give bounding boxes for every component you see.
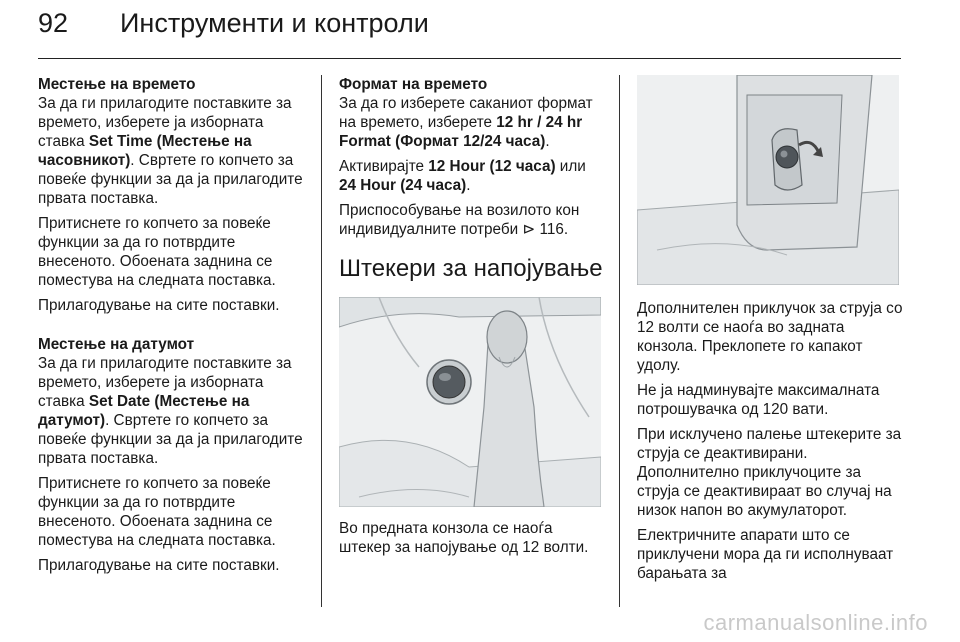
paragraph: Електричните апарати што се приклучени мора да ги исполнуваат барањата за [637, 527, 894, 582]
section-heading-power-outlets: Штекери за напојување [339, 255, 603, 282]
header-rule [38, 58, 901, 59]
front-power-outlet-illustration [339, 297, 601, 507]
menu-item-set-time: Set Time (Местење на часовникот) [38, 133, 252, 169]
paragraph: За да ги прилагодите поставките за времето, изберете ја изборната ставка Set Date (Местење на датумот). Свртете го копчето за повеќе функции за да ја прилагодите првата поставка. [38, 355, 303, 467]
rear-console-drawing [637, 75, 899, 285]
paragraph: Активирајте 12 Hour (12 часа) или 24 Hour (24 часа). [339, 158, 586, 194]
paragraph: Дополнителен приклучок за струја со 12 волти се наоѓа во задната конзола. Преклопете го капакот удолу. [637, 300, 903, 374]
paragraph: Прилагодување на сите поставки. [38, 297, 280, 314]
front-console-drawing [339, 297, 601, 507]
option-24-hour: 24 Hour (24 часа) [339, 177, 467, 194]
section-heading-set-date: Местење на датумот [38, 336, 195, 353]
paragraph: Притиснете го копчето за повеќе функции за да го потврдите внесеното. Обоената заднина се поместува на следната поставка. [38, 475, 276, 549]
column-divider-2 [619, 75, 620, 607]
paragraph: Притиснете го копчето за повеќе функции за да го потврдите внесеното. Обоената заднина се поместува на следната поставка. [38, 215, 276, 289]
section-heading-set-time: Местење на времето [38, 76, 196, 93]
paragraph: За да го изберете саканиот формат на времето, изберете 12 hr / 24 hr Format (Формат 12/24 часа). [339, 95, 593, 150]
option-12-hour: 12 Hour (12 часа) [428, 158, 556, 175]
paragraph: За да ги прилагодите поставките за времето, изберете ја изборната ставка Set Time (Местење на часовникот). Свртете го копчето за повеќе функции за да ја прилагодите првата поставка. [38, 95, 303, 207]
figure-caption: Во предната конзола се наоѓа штекер за напојување од 12 волти. [339, 520, 589, 556]
page-title: Инструменти и контроли [120, 8, 429, 38]
paragraph: При исклучено палење штекерите за струја се деактивирани. Дополнително приклучоците за струја се деактивираат во случај на низок напон во акумулаторот. [637, 426, 902, 519]
paragraph-cross-reference: Приспособување на возилото кон индивидуалните потреби ⊳ 116. [339, 202, 580, 238]
column-1 [38, 75, 310, 581]
column-3 [637, 75, 903, 589]
menu-item-set-date: Set Date (Местење на датумот) [38, 393, 250, 429]
watermark: carmanualsonline.info [703, 610, 928, 635]
menu-item-time-format: 12 hr / 24 hr Format (Формат 12/24 часа) [339, 114, 583, 150]
page-number: 92 [38, 8, 69, 38]
paragraph: Прилагодување на сите поставки. [38, 557, 280, 574]
section-heading-time-format: Формат на времето [339, 76, 488, 93]
column-divider-1 [321, 75, 322, 607]
rear-power-outlet-illustration [637, 75, 899, 285]
column-2 [339, 75, 605, 563]
paragraph: Не ја надминувајте максималната потрошувачка од 120 вати. [637, 382, 880, 418]
